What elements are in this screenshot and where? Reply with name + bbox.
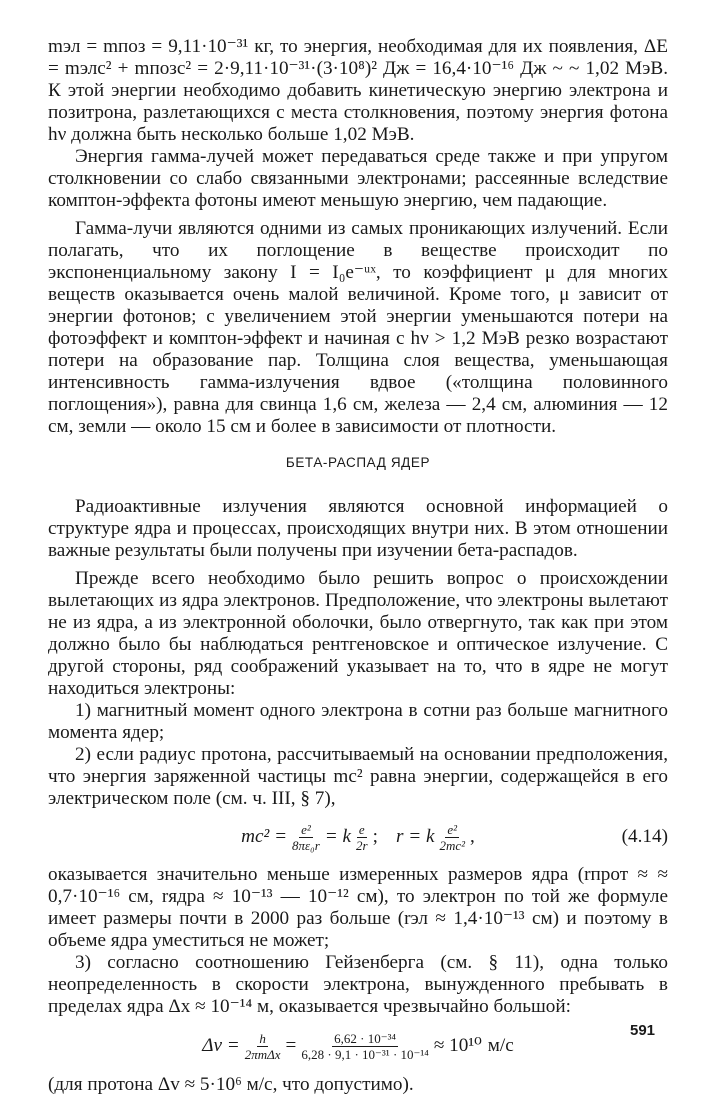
equation-uncertainty (48, 1020, 668, 1072)
eq1-lhs: mc² = (241, 826, 288, 847)
eq1-mid: = k (324, 826, 352, 847)
equation-number: (4.14) (621, 826, 668, 847)
section-heading: БЕТА-РАСПАД ЯДЕР (285, 455, 431, 470)
eq2-approx: ≈ 10¹⁰ (433, 1035, 482, 1056)
eq1-f1-denominator: 8πε₀r (292, 837, 320, 853)
eq1-separator: ; (372, 826, 378, 847)
eq1-rhs: r = k (395, 826, 435, 847)
paragraph-9: 3) согласно соотношению Гейзенберга (см. § 11), одна только неопределенность в скорости электрона, вынужденного пребывать в пределах ядра Δx ≈ 10⁻¹⁴ м, оказывается чрезвычайно большой: (48, 952, 668, 1017)
eq1-fraction-1 (290, 822, 322, 853)
eq2-fraction-2 (299, 1031, 430, 1062)
paragraph-8: оказывается значительно меньше измеренных размеров ядра (rпрот ≈ ≈ 0,7·10⁻¹⁶ см, rядра ≈ 10⁻¹³ — 10⁻¹² см), то электрон по той же формуле имеет размеры почти в 2000 раз больше (rэл ≈ 1,4·10⁻¹³ см) и поэтому в объеме ядра уместиться не может; (48, 864, 668, 951)
eq1-f1-numerator: e² (301, 821, 311, 837)
eq2-fraction-1 (243, 1031, 283, 1062)
eq2-f2-numerator: 6,62 · 10⁻³⁴ (334, 1030, 397, 1046)
equation-4-14 (48, 813, 668, 861)
eq2-equals: = (285, 1035, 297, 1056)
eq1-f2-numerator: e (358, 821, 365, 837)
paragraph-3: Гамма-лучи являются одними из самых проникающих излучений. Если полагать, что их поглощение в веществе происходит по экспоненциальному закону I = I₀e⁻ᵘˣ, то коэффициент μ для многих веществ оказывается очень малой величиной. Кроме того, μ зависит от энергии фотонов; с увеличением этой энергии уменьшаются потери на фотоэффект и комптон-эффект и начиная с hν > 1,2 МэВ резко возрастают потери на образование пар. Толщина слоя вещества, уменьшающая интенсивность гамма-излучения вдвое («толщина половинного поглощения»), равна для свинца 1,6 см, железа — 2,4 см, алюминия — 12 см, земли — около 15 см и более в зависимости от плотности. (48, 218, 668, 437)
eq2-f1-denominator: 2πmΔx (244, 1046, 281, 1062)
eq1-f3-numerator: e² (447, 821, 458, 837)
eq2-f2-denominator: 6,28 · 9,1 · 10⁻³¹ · 10⁻¹⁴ (301, 1046, 429, 1062)
eq2-f1-numerator: h (259, 1030, 266, 1046)
paragraph-6: 1) магнитный момент одного электрона в сотни раз больше магнитного момента ядер; (48, 700, 668, 743)
eq1-tail: , (470, 826, 475, 847)
eq1-f3-denominator: 2mc² (439, 837, 466, 853)
page-number: 591 (630, 1022, 656, 1039)
eq1-f2-denominator: 2r (356, 837, 368, 853)
paragraph-2: Энергия гамма-лучей может передаваться среде также и при упругом столкновении со слабо связанными электронами; рассеянные вследствие комптон-эффекта фотоны имеют меньшую энергию, чем падающие. (48, 146, 668, 211)
eq1-fraction-2 (354, 822, 370, 853)
paragraph-7: 2) если радиус протона, рассчитываемый на основании предположения, что энергия заряженной частицы mc² равна энергии, содержащейся в его электрическом поле (см. ч. III, § 7), (48, 744, 668, 809)
paragraph-10: (для протона Δv ≈ 5·10⁶ м/с, что допустимо). (48, 1074, 414, 1095)
eq2-lhs: Δv = (202, 1035, 240, 1056)
paragraph-5: Прежде всего необходимо было решить вопрос о происхождении вылетающих из ядра электронов. Предположение, что электроны вылетают не из ядра, а из электронной оболочки, было отвергнуто, так как при этом должно было бы наблюдаться рентгеновское и оптическое излучение. С другой стороны, ряд соображений указывает на то, что в ядре не могут находиться электроны: (48, 568, 668, 699)
eq2-unit: м/с (487, 1035, 514, 1056)
paragraph-4: Радиоактивные излучения являются основной информацией о структуре ядра и процессах, происходящих внутри них. В этом отношении важные результаты были получены при изучении бета-распадов. (48, 496, 668, 561)
text-body (48, 36, 668, 1096)
eq1-fraction-3 (437, 822, 467, 853)
paragraph-1: mэл = mпоз = 9,11·10⁻³¹ кг, то энергия, необходимая для их появления, ΔE = mэлc² + mпозc² = 2·9,11·10⁻³¹·(3·10⁸)² Дж = 16,4·10⁻¹⁶ Дж ~ ~ 1,02 МэВ. К этой энергии необходимо добавить кинетическую энергию электрона и позитрона, разлетающихся с места столкновения, поэтому энергия фотона hν должна быть несколько больше 1,02 МэВ. (48, 36, 668, 145)
